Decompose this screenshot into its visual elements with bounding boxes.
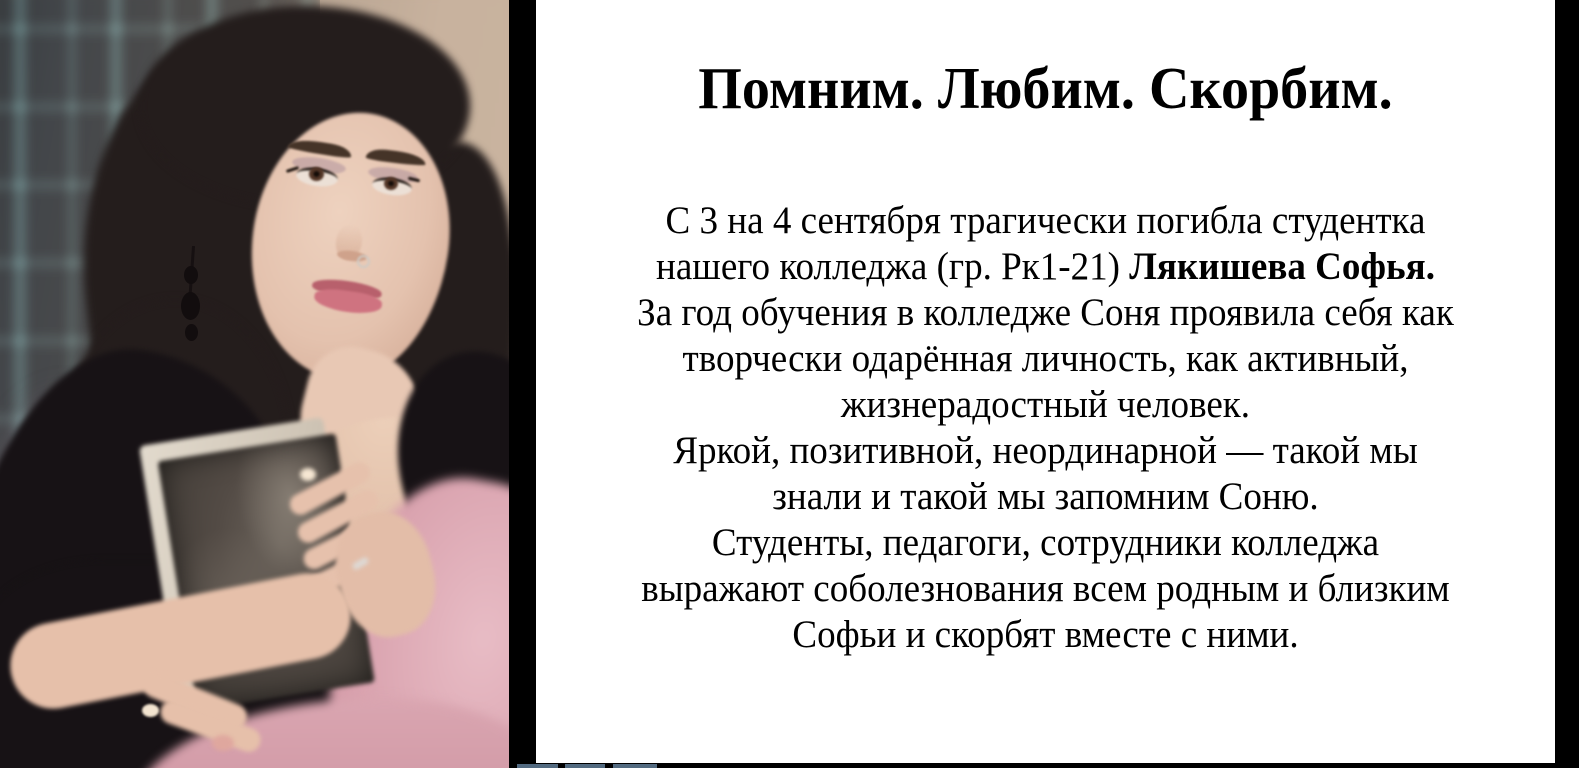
memorial-body-line: За год обучения в колледже Соня проявила себя как <box>637 291 1454 334</box>
right-iris <box>384 177 398 190</box>
taskbar-sliver <box>509 763 1579 768</box>
memorial-title: Помним. Любим. Скорбим. <box>698 55 1393 121</box>
taskbar-button[interactable] <box>565 764 605 768</box>
portrait-photo <box>0 0 509 768</box>
lower-fingertip <box>212 735 234 751</box>
memorial-body-line: Студенты, педагоги, сотрудники колледжа <box>711 521 1380 564</box>
nose-ring <box>357 255 370 268</box>
memorial-body-line: Яркой, позитивной, неординарной — такой мы <box>673 429 1418 472</box>
lower-fingernail <box>142 704 159 717</box>
line-text: нашего колледжа (гр. Рк1-21) <box>656 245 1130 288</box>
memorial-body-line: творчески одарённая личность, как активный, <box>682 337 1409 380</box>
memorial-body-line <box>561 244 1529 290</box>
memorial-body-line: знали и такой мы запомним Соню. <box>772 475 1319 518</box>
taskbar-button[interactable] <box>613 764 657 768</box>
memorial-body-line: выражают соболезнования всем родным и близким <box>641 567 1450 610</box>
memorial-body <box>561 198 1529 658</box>
memorial-body-line: жизнерадостный человек. <box>840 383 1251 426</box>
right-border-bar <box>1555 0 1579 768</box>
left-iris <box>309 167 324 181</box>
memorial-text-panel <box>536 0 1555 768</box>
divider-bar <box>509 0 536 768</box>
deceased-name: Лякишева Софья. <box>1129 245 1435 288</box>
memorial-body-line: Софьи и скорбят вместе с ними. <box>792 613 1299 656</box>
earring-bead <box>185 324 198 341</box>
earring-bead <box>184 266 198 284</box>
earring-bead <box>181 292 200 320</box>
taskbar-button[interactable] <box>517 764 558 768</box>
fingernail <box>300 468 316 481</box>
memorial-body-line: С 3 на 4 сентября трагически погибла студентка <box>665 199 1426 242</box>
